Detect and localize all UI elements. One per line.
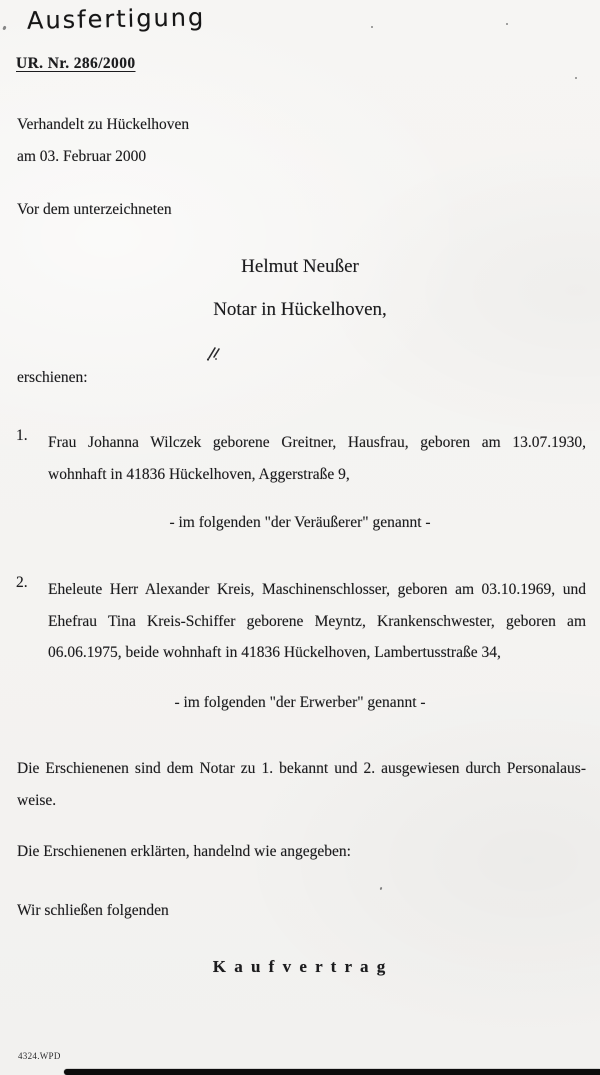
declaration-line: Die Erschienenen erklärten, handelnd wie angegeben:	[17, 843, 351, 860]
scan-speck	[2, 26, 6, 31]
party-1-alias-line: - im folgenden "der Veräußerer" genannt -	[169, 514, 431, 531]
ausfertigung-stamp: Ausfertigung	[26, 3, 206, 35]
contract-title: K a u f v e r t r a g	[212, 957, 388, 976]
handwritten-mark	[202, 344, 224, 364]
party-1-text	[48, 427, 586, 490]
party-2-alias-line: - im folgenden "der Erwerber" genannt -	[174, 694, 426, 711]
party-2-line-1: Eheleute Herr Alexander Kreis, Maschinenschlosser, geboren am 03.10.1969, und	[48, 581, 586, 598]
deed-number: UR. Nr. 286/2000	[16, 55, 136, 72]
party-1-line-1: Frau Johanna Wilczek geborene Greitner, Hausfrau, geboren am 13.07.1930,	[48, 434, 586, 451]
scan-speck	[575, 77, 577, 79]
identification-line-1: Die Erschienenen sind dem Notar zu 1. bekannt und 2. ausgewiesen durch Personalaus-	[17, 760, 586, 777]
party-2-line-2: Ehefrau Tina Kreis-Schiffer geborene Meyntz, Krankenschwester, geboren am	[48, 612, 586, 630]
identification-line-2: weise.	[17, 791, 57, 809]
scan-speck	[371, 26, 373, 28]
party-2-number: 2.	[16, 574, 28, 591]
footer-filename: 4324.WPD	[18, 1051, 61, 1061]
notary-name: Helmut Neußer	[241, 256, 359, 277]
place-line: Verhandelt zu Hückelhoven	[17, 116, 190, 133]
appeared-label: erschienen:	[17, 369, 88, 386]
scan-edge-artifact	[64, 1069, 600, 1075]
party-2-line-3: 06.06.1975, beide wohnhaft in 41836 Hückelhoven, Lambertusstraße 34,	[48, 644, 501, 661]
notary-title: Notar in Hückelhoven,	[213, 299, 387, 320]
before-notary-line: Vor dem unterzeichneten	[17, 201, 172, 218]
closing-line: Wir schließen folgenden	[17, 902, 169, 919]
party-1-line-2: wohnhaft in 41836 Hückelhoven, Aggerstraße 9,	[48, 465, 350, 483]
scan-speck	[380, 887, 383, 891]
party-1-number: 1.	[16, 427, 28, 444]
date-line: am 03. Februar 2000	[17, 148, 147, 165]
scan-speck	[506, 23, 508, 25]
party-2-text	[48, 574, 586, 669]
identification-paragraph	[17, 753, 586, 816]
